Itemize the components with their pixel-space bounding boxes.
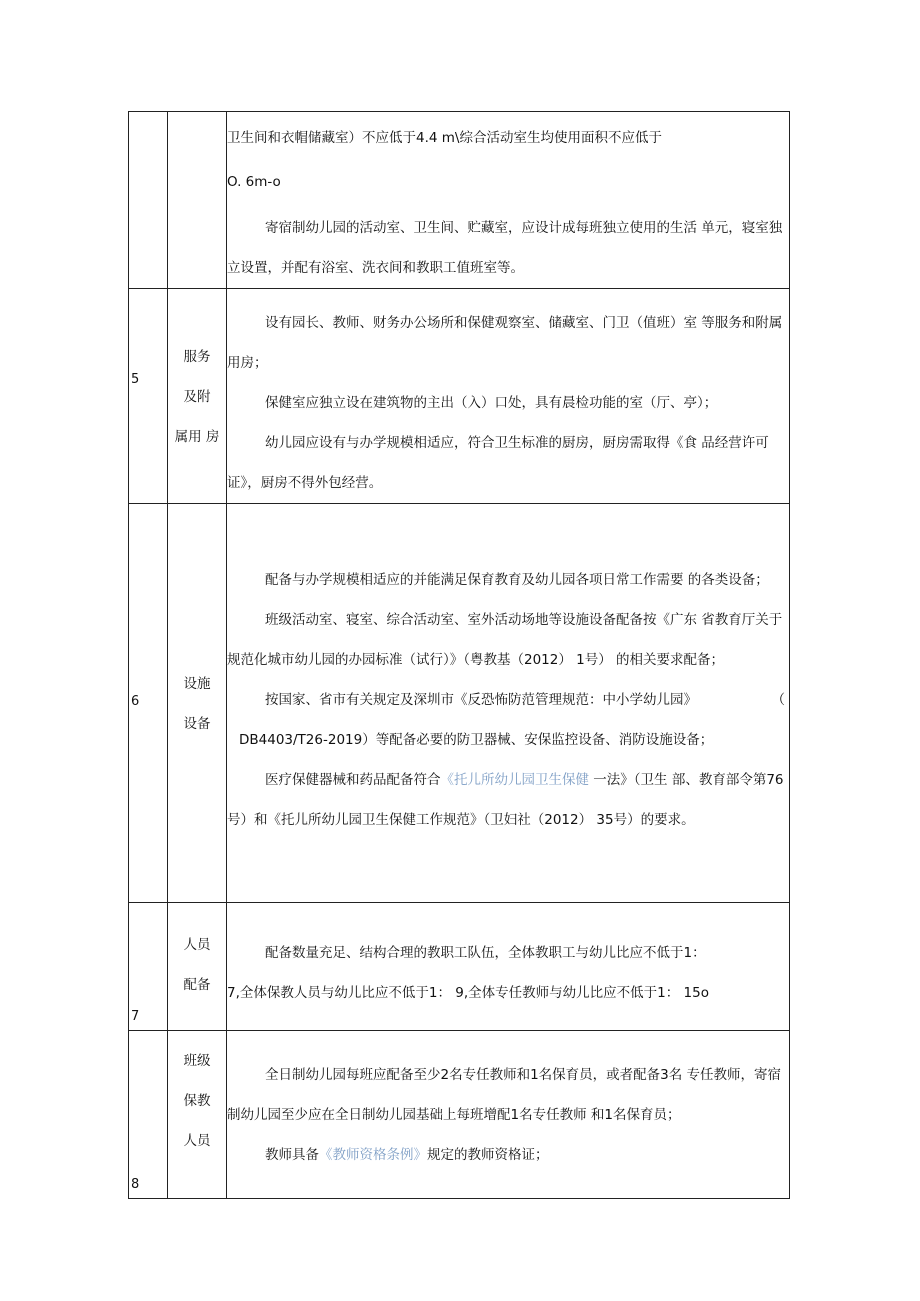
paragraph: 班级活动室、寝室、综合活动室、室外活动场地等设施设备配备按《广东 省教育厅关于规范化城市幼儿园的办园标准（试行）》（粤教基（2012） 1号） 的相关要求配备； [227,612,783,668]
paragraph: 寄宿制幼儿园的活动室、卫生间、贮藏室，应设计成每班独立使用的生活 单元，寝室独立设置，并配有浴室、洗衣间和教职工值班室等。 [227,220,783,276]
row-category [168,504,227,903]
paragraph: 配备与办学规模相适应的并能满足保育教育及幼儿园各项日常工作需要 的各类设备； [265,572,769,588]
row-content [227,504,790,903]
category-line: 人员 [183,937,211,953]
paragraph: 7,全体保教人员与幼儿比应不低于1： 9,全体专任教师与幼儿比应不低于1： 15o [227,985,709,1001]
row-number: 8 [129,1031,168,1199]
row-number: 6 [129,504,168,903]
table-row [129,1031,790,1199]
row-category [168,903,227,1031]
category-line: 设施 [183,676,211,692]
regulation-link[interactable]: 《教师资格条例》 [319,1147,427,1163]
paragraph: DB4403/T26-2019）等配备必要的防卫器械、安保监控设备、消防设施设备； [239,732,714,748]
category-line: 配备 [183,977,211,993]
paragraph: 配备数量充足、结构合理的教职工队伍，全体教职工与幼儿比应不低于1： [265,945,706,961]
category-line: 设备 [183,716,211,732]
paragraph: 按国家、省市有关规定及深圳市《反恐怖防范管理规范：中小学幼儿园》 （ [265,692,785,708]
table-row [129,903,790,1031]
paragraph: 全日制幼儿园每班应配备至少2名专任教师和1名保育员，或者配备3名 专任教师，寄宿制幼儿园至少应在全日制幼儿园基础上每班增配1名专任教师 和1名保育员； [227,1067,782,1123]
row-content [227,289,790,504]
category-line: 属用 房 [174,429,220,445]
row-content [227,903,790,1031]
row-category [168,289,227,504]
table-row [129,289,790,504]
row-number [129,112,168,289]
category-line: 及附 [183,389,211,405]
category-line: 人员 [183,1133,211,1149]
category-line: 保教 [183,1093,211,1109]
row-content [227,1031,790,1199]
paragraph: 幼儿园应设有与办学规模相适应，符合卫生标准的厨房，厨房需取得《食 品经营许可证》，厨房不得外包经营。 [227,435,769,491]
row-category [168,1031,227,1199]
row-number: 7 [129,903,168,1031]
paragraph: 医疗保健器械和药品配备符合《托儿所幼儿园卫生保健 一法》（卫生 部、教育部令第76号）和《托儿所幼儿园卫生保健工作规范》（卫妇社（2012） 35号）的要求。 [227,772,784,828]
paragraph: 卫生间和衣帽储藏室）不应低于4.4 m\综合活动室生均使用面积不应低于 [227,130,662,146]
paragraph: 设有园长、教师、财务办公场所和保健观察室、储藏室、门卫（值班）室 等服务和附属用房； [227,315,783,371]
category-line: 班级 [183,1053,211,1069]
row-content [227,112,790,289]
paragraph: 保健室应独立设在建筑物的主出（入）口处，具有晨检功能的室（厅、亭）； [265,395,718,411]
row-category [168,112,227,289]
table-row [129,504,790,903]
row-number: 5 [129,289,168,504]
regulation-link[interactable]: 《托儿所幼儿园卫生保健 [440,772,589,788]
paragraph: O. 6m-o [227,174,281,190]
table-row [129,112,790,289]
category-line: 服务 [183,349,211,365]
document-table [128,111,790,1199]
paragraph: 教师具备《教师资格条例》规定的教师资格证； [265,1147,549,1163]
